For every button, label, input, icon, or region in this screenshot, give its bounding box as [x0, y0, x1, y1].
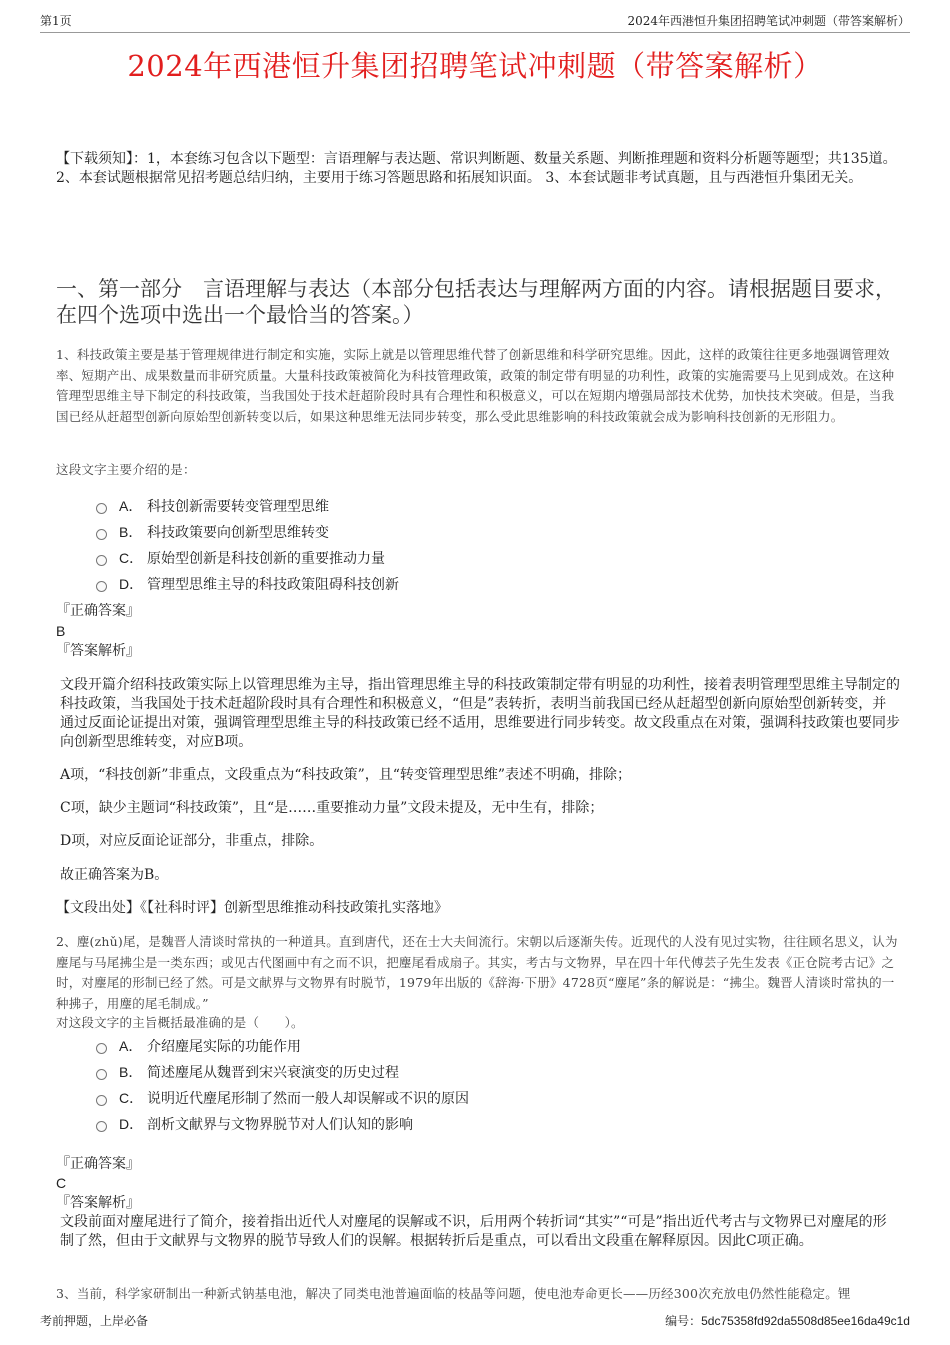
q2-options	[96, 1033, 469, 1137]
q1-option-a[interactable]: A． 科技创新需要转变管理型思维	[96, 493, 399, 519]
q2-option-a[interactable]: A． 介绍麈尾实际的功能作用	[96, 1033, 469, 1059]
q1-option-d[interactable]: D． 管理型思维主导的科技政策阻碍科技创新	[96, 571, 399, 597]
q1-option-b[interactable]: B． 科技政策要向创新型思维转变	[96, 519, 399, 545]
radio-icon[interactable]	[96, 503, 107, 514]
download-notice: 【下载须知】：1，本套练习包含以下题型：言语理解与表达题、常识判断题、数量关系题、判断推理题和资料分析题等题型；共135道。 2、本套试题根据常见招考题总结归纳，主要用于练习答题思路和拓展知识面。 3、本套试题非考试真题，且与西港恒升集团无关。	[56, 151, 897, 186]
q1-note-a: A项，“科技创新”非重点，文段重点为“科技政策”，且“转变管理型思维”表述不明确，排除；	[60, 767, 632, 783]
q1-source: 【文段出处】《【社科时评】创新型思维推动科技政策扎实落地》	[56, 900, 448, 916]
q1-text: 1、科技政策主要是基于管理规律进行制定和实施，实际上就是以管理思维代替了创新思维和科学研究思维。因此，这样的政策往往更多地强调管理效率、短期产出、成果数量而非研究质量。大量科技政策被简化为科技管理政策，政策的制定带有明显的功利性，政策的实施需要马上见到成效。在这种管理型思维主导下制定的科技政策，当我国处于技术赶超阶段时具有合理性和积极意义，可以在短期内增强局部技术优势，加快技术突破。但是，当我国已经从赶超型创新向原始型创新转变以后，如果这种思维无法同步转变，那么受此思维影响的科技政策就会成为影响科技创新的无形阻力。	[56, 347, 895, 424]
radio-icon[interactable]	[96, 1121, 107, 1132]
radio-icon[interactable]	[96, 529, 107, 540]
q1-prompt: 这段文字主要介绍的是：	[56, 462, 196, 477]
q2-option-d[interactable]: D． 剖析文献界与文物界脱节对人们认知的影响	[96, 1111, 469, 1137]
footer-slogan: 考前押题，上岸必备	[40, 1314, 149, 1328]
radio-icon[interactable]	[96, 1043, 107, 1054]
radio-icon[interactable]	[96, 1069, 107, 1080]
q2-answer: C	[56, 1175, 67, 1191]
q2-analysis: 文段前面对麈尾进行了简介，接着指出近代人对麈尾的误解或不识，后用两个转折词“其实”“可是”指出近代考古与文物界已对麈尾的形制了然，但由于文献界与文物界的脱节导致人们的误解。根据转折后是重点，可以看出文段重在解释原因。因此C项正确。	[60, 1214, 887, 1249]
q2-analysis-label: 『答案解析』	[56, 1195, 140, 1211]
q3-text: 3、当前，科学家研制出一种新式钠基电池，解决了同类电池普遍面临的枝晶等问题，使电池寿命更长——历经300次充放电仍然性能稳定。锂	[56, 1286, 851, 1301]
q1-answer-label: 『正确答案』	[56, 603, 140, 619]
q2-text: 2、麈(zhǔ)尾，是魏晋人清谈时常执的一种道具。直到唐代，还在士大夫间流行。宋朝以后逐渐失传。近现代的人没有见过实物，往往顾名思义，认为麈尾与马尾拂尘是一类东西；或见古代图画中有之而不识，把麈尾看成扇子。其实，考古与文物界，早在四十年代傅芸子先生发表《正仓院考古记》之时，对麈尾的形制已经了然。可是文献界与文物界有时脱节，1979年出版的《辞海·下册》4728页“麈尾”条的解说是：“拂尘。魏晋人清谈时常执的一种拂子，用麈的尾毛制成。”	[56, 934, 898, 1011]
radio-icon[interactable]	[96, 555, 107, 566]
q1-option-c[interactable]: C． 原始型创新是科技创新的重要推动力量	[96, 545, 399, 571]
footer-doc-id: 编号：5dc75358fd92da5508d85ee16da49c1d	[665, 1314, 910, 1328]
page-header	[40, 12, 910, 33]
q1-conclusion: 故正确答案为B。	[60, 867, 169, 883]
q2-option-c[interactable]: C． 说明近代麈尾形制了然而一般人却误解或不识的原因	[96, 1085, 469, 1111]
q2-option-b[interactable]: B． 简述麈尾从魏晋到宋兴衰演变的历史过程	[96, 1059, 469, 1085]
q2-answer-label: 『正确答案』	[56, 1156, 140, 1172]
q1-answer: B	[56, 623, 66, 639]
page-title: 2024年西港恒升集团招聘笔试冲刺题（带答案解析）	[127, 49, 823, 83]
q1-note-c: C项，缺少主题词“科技政策”，且“是……重要推动力量”文段未提及，无中生有，排除；	[60, 800, 604, 816]
q1-analysis: 文段开篇介绍科技政策实际上以管理思维为主导，指出管理思维主导的科技政策制定带有明显的功利性，接着表明管理型思维主导制定的科技政策，当我国处于技术赶超阶段时具有合理性和积极意义，“但是”表转折，表明当前我国已经从赶超型创新向原始型创新转变，并通过反面论证提出对策，强调管理型思维主导的科技政策已经不适用，思维要进行同步转变。故文段重点在对策，强调科技政策也要同步向创新型思维转变，对应B项。	[60, 677, 900, 750]
q1-options	[96, 493, 399, 597]
q1-analysis-label: 『答案解析』	[56, 643, 140, 659]
page-footer	[40, 1312, 910, 1329]
q1-note-d: D项，对应反面论证部分，非重点，排除。	[60, 833, 324, 849]
section-heading: 一、第一部分 言语理解与表达（本部分包括表达与理解两方面的内容。请根据题目要求，在四个选项中选出一个最恰当的答案。）	[56, 277, 896, 327]
page-number: 第1页	[40, 14, 72, 28]
radio-icon[interactable]	[96, 1095, 107, 1106]
q2-prompt: 对这段文字的主旨概括最准确的是（ ）。	[56, 1015, 304, 1030]
radio-icon[interactable]	[96, 581, 107, 592]
header-doc-title: 2024年西港恒升集团招聘笔试冲刺题（带答案解析）	[627, 14, 910, 28]
